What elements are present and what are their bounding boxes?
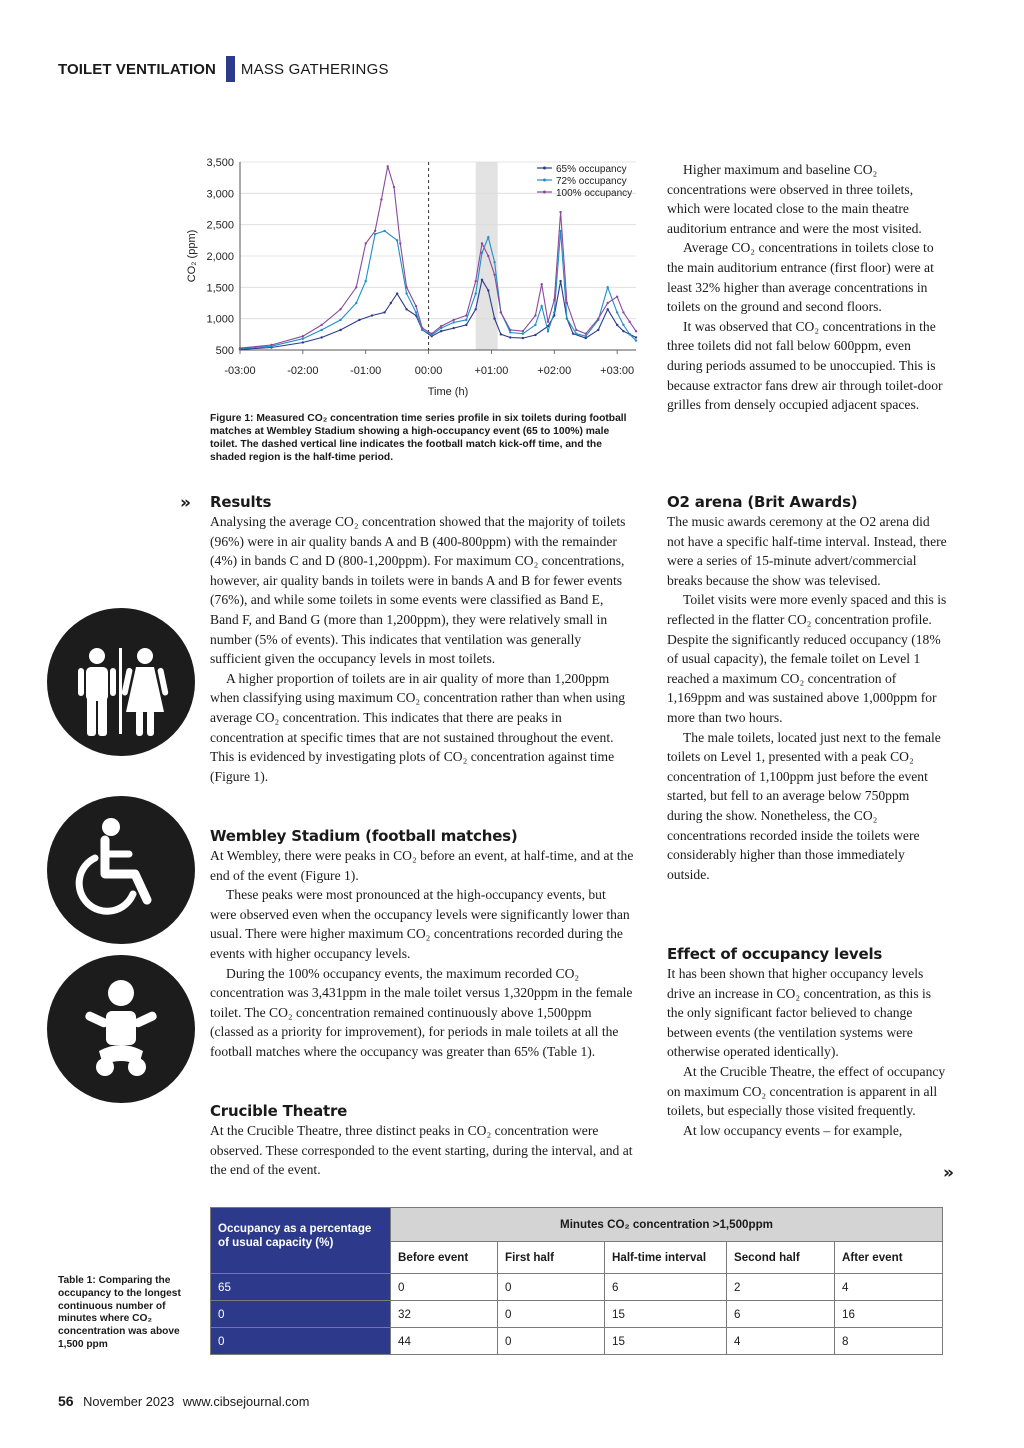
data-point xyxy=(635,330,637,332)
data-point xyxy=(607,308,609,310)
data-point xyxy=(559,280,561,282)
data-point xyxy=(302,338,304,340)
figure-caption: Figure 1: Measured CO₂ concentration time series profile in six toilets during football matches at Wembley Stadium showing a high-occupancy event (65 to 100%) male toilet. The dashed vertical line indicates the football match kick-off time, and the shaded region is the half-time period. xyxy=(210,413,627,463)
continue-chevron-icon: » xyxy=(180,493,191,513)
data-point xyxy=(500,311,502,313)
data-point xyxy=(475,292,477,294)
data-point xyxy=(440,330,442,332)
data-point xyxy=(534,314,536,316)
page-number: 56 xyxy=(58,1393,74,1409)
y-tick-label: 1,000 xyxy=(206,313,234,326)
paragraph: During the 100% occupancy events, the maximum recorded CO₂ concentration was 3,431ppm in the male toilet versus 1,320ppm in the female toilet. The CO₂ concentration remained continuously above 1,500ppm (classed as a priority for improvement), for periods in male toilets at all the football matches where the occupancy was greater than 65% (Table 1). xyxy=(210,965,633,1059)
data-point xyxy=(566,302,568,304)
data-point xyxy=(493,317,495,319)
data-point xyxy=(572,333,574,335)
legend-marker xyxy=(543,167,546,170)
section-heading: O2 arena (Brit Awards) xyxy=(667,493,858,511)
data-point xyxy=(629,333,631,335)
occupancy-cell: 65 xyxy=(211,1274,391,1301)
data-point xyxy=(396,292,398,294)
data-point xyxy=(371,314,373,316)
section-heading: Crucible Theatre xyxy=(210,1102,348,1120)
table-cell: 15 xyxy=(605,1328,727,1355)
data-point xyxy=(559,211,561,213)
data-point xyxy=(487,289,489,291)
table-row xyxy=(211,1301,943,1328)
table-cell: 32 xyxy=(391,1301,498,1328)
figure-1-chart xyxy=(170,150,650,400)
data-point xyxy=(321,329,323,331)
data-point xyxy=(522,337,524,339)
data-point xyxy=(405,308,407,310)
data-point xyxy=(481,279,483,281)
data-point xyxy=(365,280,367,282)
data-point xyxy=(302,341,304,343)
legend-marker xyxy=(543,191,546,194)
data-point xyxy=(500,333,502,335)
data-point xyxy=(616,296,618,298)
data-point xyxy=(355,302,357,304)
right-intro xyxy=(667,160,947,415)
data-point xyxy=(390,302,392,304)
data-point xyxy=(393,186,395,188)
data-point xyxy=(541,283,543,285)
data-point xyxy=(481,252,483,254)
data-point xyxy=(622,330,624,332)
data-point xyxy=(239,347,241,349)
data-point xyxy=(465,314,467,316)
paragraph: These peaks were most pronounced at the high-occupancy events, but were observed even when the occupancy levels were significantly lower than usual. There were higher maximum CO₂ concentrations recorded during the events with higher occupancy levels. xyxy=(210,887,630,961)
data-point xyxy=(585,333,587,335)
column-header: Before event xyxy=(391,1242,498,1274)
data-point xyxy=(475,308,477,310)
paragraph: At Wembley, there were peaks in CO₂ before an event, at half-time, and at the end of the event (Figure 1). xyxy=(210,848,634,883)
data-point xyxy=(396,239,398,241)
data-point xyxy=(339,329,341,331)
table-cell: 6 xyxy=(727,1301,835,1328)
column-header: First half xyxy=(498,1242,605,1274)
data-point xyxy=(509,336,511,338)
data-point xyxy=(541,305,543,307)
data-point xyxy=(635,339,637,341)
table-cell: 0 xyxy=(498,1274,605,1301)
occupancy-cell: 0 xyxy=(211,1328,391,1355)
legend-entry: 72% occupancy xyxy=(556,176,627,187)
data-point xyxy=(383,230,385,232)
data-point xyxy=(339,308,341,310)
page-footer xyxy=(58,1393,309,1409)
paragraph: At the Crucible Theatre, the effect of occupancy on maximum CO₂ concentration is apparent in all toilets, but especially those visited frequently. xyxy=(667,1063,946,1119)
data-point xyxy=(553,299,555,301)
data-point xyxy=(302,335,304,337)
data-point xyxy=(465,319,467,321)
data-point xyxy=(431,333,433,335)
occupancy-section xyxy=(667,944,947,1140)
data-point xyxy=(339,319,341,321)
y-tick-label: 3,000 xyxy=(206,188,234,201)
column-header: After event xyxy=(835,1242,943,1274)
legend-marker xyxy=(543,179,546,182)
paragraph: The music awards ceremony at the O2 arena did not have a specific half-time interval. Instead, there were a series of 15-minute advert/commercial breaks because the show was televised. xyxy=(667,514,947,588)
data-point xyxy=(493,274,495,276)
results-section xyxy=(210,492,635,786)
data-point xyxy=(534,334,536,336)
y-axis-label: CO₂ (ppm) xyxy=(186,229,198,283)
data-point xyxy=(575,333,577,335)
data-point xyxy=(597,329,599,331)
section-label: TOILET VENTILATION xyxy=(58,60,216,78)
data-point xyxy=(547,321,549,323)
x-tick-label: +03:00 xyxy=(600,365,635,377)
data-point xyxy=(622,324,624,326)
baby-change-icon xyxy=(47,955,195,1103)
table-cell: 2 xyxy=(727,1274,835,1301)
data-point xyxy=(465,324,467,326)
data-point xyxy=(380,198,382,200)
data-point xyxy=(321,324,323,326)
table-cell: 4 xyxy=(835,1274,943,1301)
y-tick-label: 1,500 xyxy=(206,282,234,295)
paragraph: It was observed that CO₂ concentrations in the three toilets did not fall below 600ppm, even during periods assumed to be unoccupied. This is because extractor fans drew air through toilet-door grilles from densely occupied adjacent spaces. xyxy=(667,318,943,413)
x-tick-label: 00:00 xyxy=(414,365,443,377)
table-cell: 0 xyxy=(498,1301,605,1328)
x-tick-label: +02:00 xyxy=(537,365,572,377)
data-point xyxy=(453,321,455,323)
x-tick-label: +01:00 xyxy=(474,365,509,377)
paragraph: The male toilets, located just next to the female toilets on Level 1, presented with a peak CO₂ concentration of 1,100ppm just before the event started, but fell to an average below 750ppm during the show. Nonetheless, the CO₂ concentrations recorded inside the toilets were considerably higher than those immediately outside. xyxy=(667,729,941,882)
paragraph: Higher maximum and baseline CO₂ concentrations were observed in three toilets, which were located close to the main theatre auditorium entrance and were the most visited. xyxy=(667,162,922,236)
table-cell: 8 xyxy=(835,1328,943,1355)
data-point xyxy=(405,286,407,288)
y-tick-label: 3,500 xyxy=(206,157,234,169)
data-point xyxy=(481,242,483,244)
data-point xyxy=(487,255,489,257)
data-point xyxy=(387,165,389,167)
data-point xyxy=(453,319,455,321)
section-heading: Results xyxy=(210,493,272,511)
group-header: Minutes CO₂ concentration >1,500ppm xyxy=(391,1208,943,1242)
table-row xyxy=(211,1274,943,1301)
table-cell: 44 xyxy=(391,1328,498,1355)
data-point xyxy=(597,317,599,319)
paragraph: Analysing the average CO₂ concentration showed that the majority of toilets (96%) were in air quality bands A and B (400-800ppm) with the remainder (4%) in bands C and D (800-1,200ppm). For maximum CO₂ concentrations, however, air quality bands in toilets were in bands A and B for fewer events (76%), and while some toilets in some events were classified as Band E, Band F, and Band G (more than 1,200ppm), they were relatively small in number (5% of events). This indicates that ventilation was generally sufficient given the occupancy levels in most toilets. xyxy=(210,514,626,667)
header-divider xyxy=(226,56,235,82)
o2-section xyxy=(667,492,947,884)
data-point xyxy=(493,261,495,263)
column-header: Second half xyxy=(727,1242,835,1274)
data-point xyxy=(374,230,376,232)
wembley-section xyxy=(210,826,635,1062)
data-point xyxy=(365,242,367,244)
section-heading: Wembley Stadium (football matches) xyxy=(210,827,518,845)
data-point xyxy=(635,336,637,338)
data-point xyxy=(629,321,631,323)
data-point xyxy=(622,311,624,313)
data-point xyxy=(405,292,407,294)
table-cell: 0 xyxy=(391,1274,498,1301)
occupancy-header: Occupancy as a percentage of usual capacity (%) xyxy=(211,1208,391,1274)
y-tick-label: 2,000 xyxy=(206,251,234,263)
data-point xyxy=(374,233,376,235)
data-point xyxy=(509,331,511,333)
data-point xyxy=(534,324,536,326)
data-point xyxy=(522,330,524,332)
co2-line-chart xyxy=(170,150,650,400)
table-cell: 0 xyxy=(498,1328,605,1355)
data-point xyxy=(566,317,568,319)
paragraph: Average CO₂ concentrations in toilets close to the main auditorium entrance (first floor) were at least 32% higher than average concentrations in toilets on the ground and second floors. xyxy=(667,240,934,315)
x-axis-label: Time (h) xyxy=(427,386,469,398)
table-cell: 15 xyxy=(605,1301,727,1328)
data-point xyxy=(440,325,442,327)
data-point xyxy=(585,335,587,337)
page-header xyxy=(58,56,389,82)
x-tick-label: -03:00 xyxy=(224,365,256,377)
data-point xyxy=(547,330,549,332)
legend-entry: 65% occupancy xyxy=(556,164,627,175)
wheelchair-icon xyxy=(47,796,195,944)
continue-chevron-icon: » xyxy=(943,1163,954,1183)
paragraph: Toilet visits were more evenly spaced and this is reflected in the flatter CO₂ concentration profile. Despite the significantly reduced occupancy (18% of usual capacity), the female toilet on Level 1 reached a maximum CO₂ concentration of 1,169ppm and was sustained above 1,000ppm for more than two hours. xyxy=(667,592,947,725)
data-point xyxy=(553,311,555,313)
table-cell: 4 xyxy=(727,1328,835,1355)
x-tick-label: -02:00 xyxy=(287,365,319,377)
data-point xyxy=(575,329,577,331)
paragraph: It has been shown that higher occupancy levels drive an increase in CO₂ concentration, as this is the only significant factor believed to change between events (the ventilation systems were otherwise operated identically). xyxy=(667,966,932,1060)
section-heading: Effect of occupancy levels xyxy=(667,945,883,963)
data-point xyxy=(487,236,489,238)
data-point xyxy=(415,311,417,313)
legend-entry: 100% occupancy xyxy=(556,188,633,199)
data-point xyxy=(399,242,401,244)
data-point xyxy=(616,324,618,326)
y-tick-label: 2,500 xyxy=(206,219,234,232)
paragraph: At the Crucible Theatre, three distinct peaks in CO₂ concentration were observed. These corresponded to the event starting, during the interval, and at the end of the event. xyxy=(210,1123,633,1178)
data-table xyxy=(210,1207,943,1355)
data-point xyxy=(509,329,511,331)
paragraph: At low occupancy events – for example, xyxy=(683,1122,903,1138)
column-header: Half-time interval xyxy=(605,1242,727,1274)
occupancy-cell: 0 xyxy=(211,1301,391,1328)
data-point xyxy=(358,319,360,321)
data-point xyxy=(607,302,609,304)
table-cell: 16 xyxy=(835,1301,943,1328)
data-point xyxy=(453,327,455,329)
table-cell: 6 xyxy=(605,1274,727,1301)
issue-date: November 2023 xyxy=(83,1394,175,1409)
y-tick-label: 500 xyxy=(215,345,234,357)
data-point xyxy=(321,336,323,338)
website: www.cibsejournal.com xyxy=(182,1394,310,1409)
paragraph: A higher proportion of toilets are in air quality of more than 1,200ppm when classifying using maximum CO₂ concentration rather than when using average CO₂ concentration. This indicates that there are peaks in concentration at specific times that are not sustained throughout the event. This is evidenced by investigating plots of CO₂ concentration against time (Figure 1). xyxy=(210,670,626,784)
data-point xyxy=(607,286,609,288)
subsection-label: MASS GATHERINGS xyxy=(240,60,389,78)
table-caption: Table 1: Comparing the occupancy to the longest continuous number of minutes where CO₂ concentration was above 1,500 ppm xyxy=(58,1275,181,1350)
data-point xyxy=(616,311,618,313)
data-point xyxy=(355,286,357,288)
table-row xyxy=(211,1328,943,1355)
data-point xyxy=(270,344,272,346)
data-point xyxy=(415,305,417,307)
x-tick-label: -01:00 xyxy=(350,365,382,377)
series-line xyxy=(240,280,636,350)
data-point xyxy=(421,327,423,329)
crucible-section xyxy=(210,1101,635,1180)
data-point xyxy=(383,311,385,313)
data-point xyxy=(475,280,477,282)
data-point xyxy=(522,333,524,335)
toilet-icon xyxy=(47,608,195,756)
